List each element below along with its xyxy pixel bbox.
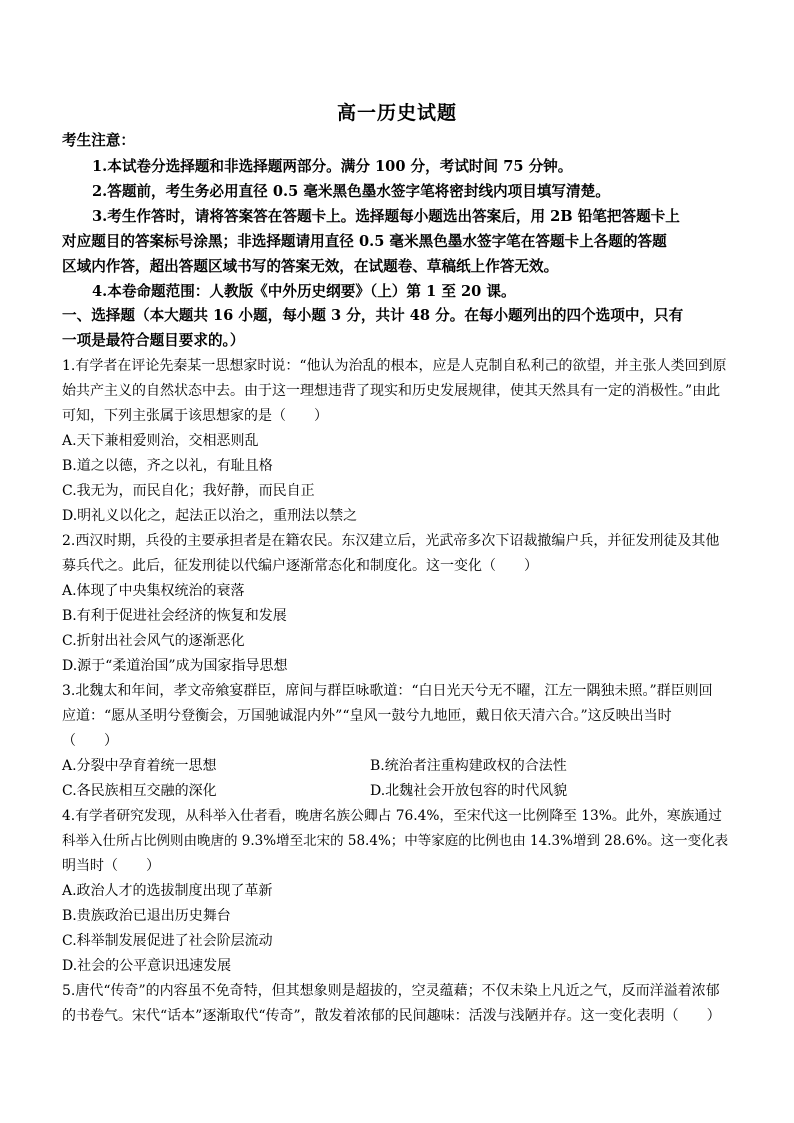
option-a: A.政治人才的选拔制度出现了革新 xyxy=(62,883,273,899)
question-stem: 应道：“愿从圣明兮登衡会，万国驰诚混内外”“皇风一鼓兮九地匝，戴日依天清六合。”这反映出当时 xyxy=(62,708,672,724)
question-stem: 2.西汉时期，兵役的主要承担者是在籍农民。东汉建立后，光武帝多次下诏裁撤编户兵，并征发刑徒及其他 xyxy=(62,533,720,549)
option-a: A.分裂中孕育着统一思想 xyxy=(62,758,217,774)
notice-item: 区域内作答，超出答题区域书写的答案无效，在试题卷、草稿纸上作答无效。 xyxy=(62,258,559,275)
option-d: D.源于“柔道治国”成为国家指导思想 xyxy=(62,658,288,674)
question-stem: 始共产主义的自然状态中去。由于这一理想违背了现实和历史发展规律，使其天然具有一定的消极性。”由此 xyxy=(62,383,721,399)
option-d: D.北魏社会开放包容的时代风貌 xyxy=(370,783,568,799)
question-stem: （ ） xyxy=(62,733,118,749)
question-stem: 5.唐代“传奇”的内容虽不免奇特，但其想象则是超拔的，空灵蕴藉；不仅未染上凡近之气，反而洋溢着浓郁 xyxy=(62,983,720,999)
option-b: B.道之以德，齐之以礼，有耻且格 xyxy=(62,458,273,474)
page-title: 高一历史试题 xyxy=(336,102,457,124)
question-stem: 可知，下列主张属于该思想家的是（ ） xyxy=(62,408,328,424)
section-heading: 一、选择题（本大题共 16 小题，每小题 3 分，共计 48 分。在每小题列出的四个选项中，只有 xyxy=(62,307,684,324)
notice-item: 3.考生作答时，请将答案答在答题卡上。选择题每小题选出答案后，用 2B 铅笔把答题卡上 xyxy=(92,208,680,225)
option-d: D.明礼义以化之，起法正以治之，重刑法以禁之 xyxy=(62,508,358,524)
option-c: C.折射出社会风气的逐渐恶化 xyxy=(62,633,245,649)
question-stem: 的书卷气。宋代“话本”逐渐取代“传奇”，散发着浓郁的民间趣味：活泼与浅陋并存。这一变化表明（ ） xyxy=(62,1008,721,1024)
question-stem: 1.有学者在评论先秦某一思想家时说：“他认为治乱的根本，应是人克制自私利己的欲望，并主张人类回到原 xyxy=(62,358,727,374)
option-c: C.科举制发展促进了社会阶层流动 xyxy=(62,933,273,949)
option-b: B.统治者注重构建政权的合法性 xyxy=(370,758,567,774)
question-stem: 科举入仕所占比例则由晚唐的 9.3%增至北宋的 58.4%；中等家庭的比例也由 14.3%增到 28.6%。这一变化表 xyxy=(62,833,729,849)
notice-header: 考生注意： xyxy=(62,132,135,149)
question-stem: 募兵代之。此后，征发刑徒以代编户逐渐常态化和制度化。这一变化（ ） xyxy=(62,558,538,574)
notice-item: 2.答题前，考生务必用直径 0.5 毫米黑色墨水签字笔将密封线内项目填写清楚。 xyxy=(92,183,610,200)
option-b: B.有利于促进社会经济的恢复和发展 xyxy=(62,608,287,624)
question-stem: 明当时（ ） xyxy=(62,858,160,874)
option-b: B.贵族政治已退出历史舞台 xyxy=(62,908,231,924)
option-a: A.天下兼相爱则治，交相恶则乱 xyxy=(62,433,259,449)
notice-item: 4.本卷命题范围：人教版《中外历史纲要》（上）第 1 至 20 课。 xyxy=(92,283,516,300)
notice-item: 1.本试卷分选择题和非选择题两部分。满分 100 分，考试时间 75 分钟。 xyxy=(92,158,573,175)
question-stem: 3.北魏太和年间，孝文帝飨宴群臣，席间与群臣咏歌道：“白日光天兮无不曜，江左一隅独未照。”群臣则回 xyxy=(62,683,713,699)
option-c: C.各民族相互交融的深化 xyxy=(62,783,217,799)
option-d: D.社会的公平意识迅速发展 xyxy=(62,958,232,974)
section-heading: 一项是最符合题目要求的。） xyxy=(62,332,245,349)
notice-item: 对应题目的答案标号涂黑；非选择题请用直径 0.5 毫米黑色墨水签字笔在答题卡上各题的答题 xyxy=(62,233,667,250)
question-stem: 4.有学者研究发现，从科举入仕者看，晚唐名族公卿占 76.4%，至宋代这一比例降至 13%。此外，寒族通过 xyxy=(62,808,722,824)
option-c: C.我无为，而民自化；我好静，而民自正 xyxy=(62,483,315,499)
option-a: A.体现了中央集权统治的衰落 xyxy=(62,583,245,599)
